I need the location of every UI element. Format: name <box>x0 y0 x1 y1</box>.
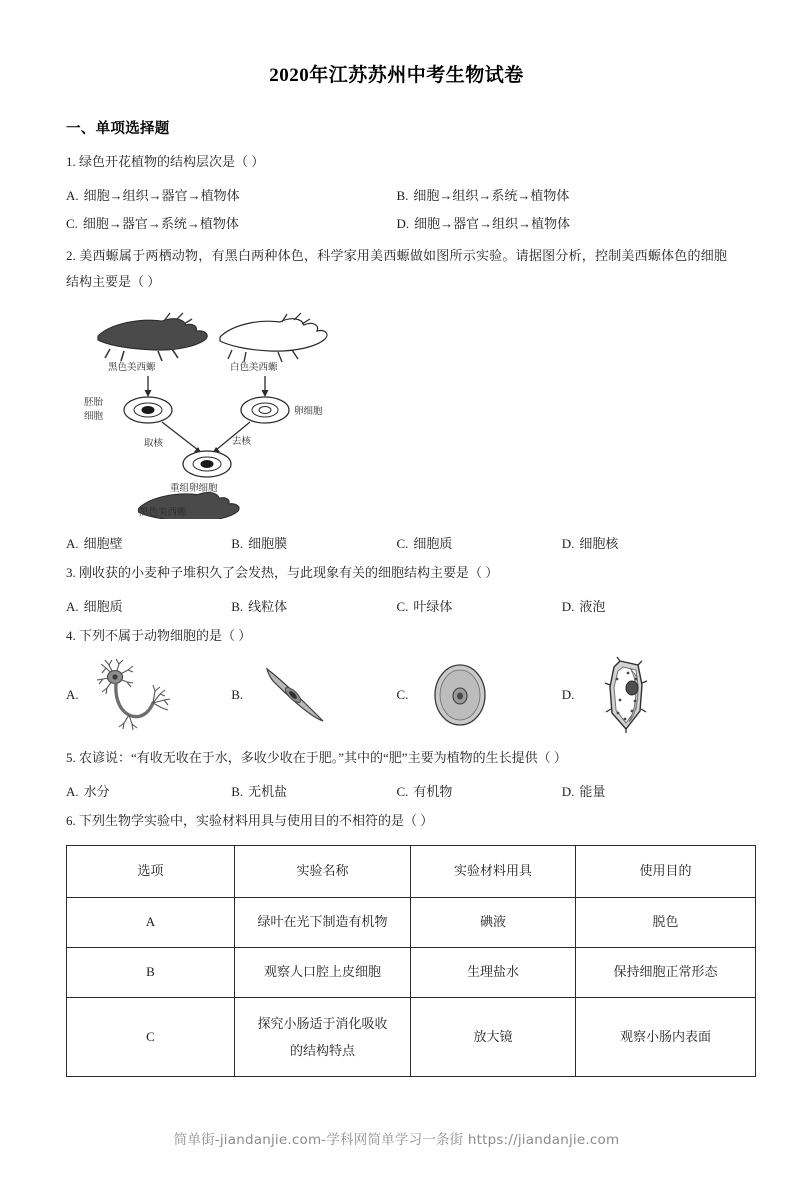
option-text: 细胞→器官→组织→植物体 <box>414 215 571 231</box>
option-label: D. <box>396 215 410 231</box>
black-axolotl-top-illustration <box>98 313 207 361</box>
option-label: B. <box>396 187 409 203</box>
question-3-options-row <box>66 596 727 615</box>
question-4-option-b[interactable] <box>231 655 396 735</box>
table-header-option: 选项 <box>67 846 235 898</box>
option-label: A. <box>66 598 79 614</box>
question-3-option-c[interactable] <box>397 596 562 615</box>
option-text: 细胞质 <box>413 535 453 551</box>
question-5-option-a[interactable] <box>66 781 231 800</box>
exam-page <box>0 60 793 1182</box>
option-label: D. <box>561 598 575 614</box>
option-label: A. <box>66 783 79 799</box>
table-cell-name-c-line1: 探究小肠适于消化吸收 <box>257 1015 388 1031</box>
question-5-option-c[interactable] <box>397 781 562 800</box>
black-axolotl-top-label: 黑色美西螈 <box>108 361 156 373</box>
option-label: C. <box>396 783 409 799</box>
question-1-option-a[interactable] <box>66 185 397 204</box>
option-label: D. <box>561 535 575 551</box>
question-5-option-d[interactable] <box>562 781 727 800</box>
question-3-stem: 3. 刚收获的小麦种子堆积久了会发热，与此现象有关的细胞结构主要是（ ） <box>66 564 499 580</box>
option-text: 线粒体 <box>248 598 288 614</box>
table-row <box>67 947 756 997</box>
round-egg-cell-image <box>414 655 506 735</box>
table-cell-name-c-line2: 的结构特点 <box>289 1042 355 1058</box>
table-header-material: 实验材料用具 <box>411 846 576 898</box>
option-text: 水分 <box>83 783 110 799</box>
option-text: 细胞质 <box>83 598 123 614</box>
question-2-option-a[interactable] <box>66 533 231 552</box>
recombinant-egg-label: 重组卵细胞 <box>170 482 218 494</box>
option-label: A. <box>66 535 79 551</box>
section-heading-multiple-choice: 一、单项选择题 <box>66 121 170 137</box>
option-label: B. <box>231 535 244 551</box>
page-title: 2020年江苏苏州中考生物试卷 <box>269 65 524 86</box>
option-text: 细胞壁 <box>83 535 123 551</box>
option-text: 能量 <box>579 783 606 799</box>
question-5-option-b[interactable] <box>231 781 396 800</box>
remove-nucleus-label: 去核 <box>232 435 252 447</box>
egg-cell-illustration <box>241 397 289 423</box>
question-1-option-b[interactable] <box>397 185 728 204</box>
table-header-row <box>67 846 756 898</box>
option-label: C. <box>66 215 78 231</box>
question-2-stem: 2. 美西螈属于两栖动物，有黑白两种体色，科学家用美西螈做如图所示实验。请据图分析，控制美西螈体色的细胞结构主要是（ ） <box>66 247 727 290</box>
option-text: 无机盐 <box>248 783 288 799</box>
option-label: C. <box>396 535 409 551</box>
table-row <box>67 898 756 948</box>
question-4-option-c[interactable] <box>397 655 562 735</box>
question-2-options-row <box>66 533 727 552</box>
neuron-cell-image <box>85 655 177 735</box>
question-5-stem: 5. 农谚说：“有收无收在于水，多收少收在于肥。”其中的“肥”主要为植物的生长提供（ ） <box>66 750 567 766</box>
question-4-image-options-row <box>66 653 727 737</box>
question-1-options-row-2 <box>66 213 727 232</box>
option-text: 细胞核 <box>579 535 619 551</box>
table-cell-material-c: 放大镜 <box>411 997 576 1077</box>
black-axolotl-bottom-label: 黑色美西螈 <box>139 506 187 518</box>
table-header-experiment-name: 实验名称 <box>235 846 411 898</box>
table-cell-name-a: 绿叶在光下制造有机物 <box>235 898 411 948</box>
table-cell-name-b: 观察人口腔上皮细胞 <box>235 947 411 997</box>
option-label: A. <box>66 687 79 703</box>
option-text: 细胞→组织→系统→植物体 <box>413 187 570 203</box>
question-2-option-d[interactable] <box>562 533 727 552</box>
table-cell-option-c: C <box>67 997 235 1077</box>
recombinant-egg-cell-illustration <box>183 451 231 477</box>
option-text: 液泡 <box>579 598 606 614</box>
table-row <box>67 997 756 1077</box>
question-1-stem: 1. 绿色开花植物的结构层次是（ ） <box>66 154 265 169</box>
white-axolotl-top-illustration <box>220 313 327 362</box>
embryo-cell-illustration <box>124 397 172 423</box>
spindle-muscle-cell-image <box>249 655 341 735</box>
table-cell-name-c <box>235 997 411 1077</box>
table-cell-purpose-a: 脱色 <box>576 898 756 948</box>
option-label: D. <box>561 687 575 703</box>
question-1-option-c[interactable] <box>66 213 397 232</box>
embryo-cell-label-line1: 胚胎 <box>84 396 104 408</box>
option-label: C. <box>396 687 409 703</box>
question-1-options-row-1 <box>66 185 727 204</box>
option-label: B. <box>231 687 244 703</box>
question-4-option-d[interactable] <box>562 655 727 735</box>
footer-watermark: 简单街-jiandanjie.com-学科网简单学习一条街 https://jiandanjie.com <box>173 1132 620 1148</box>
option-label: B. <box>231 783 244 799</box>
option-text: 细胞→组织→器官→植物体 <box>83 187 240 203</box>
table-cell-purpose-c: 观察小肠内表面 <box>576 997 756 1077</box>
axolotl-nuclear-transfer-diagram <box>80 304 360 519</box>
option-label: B. <box>231 598 244 614</box>
question-3-option-d[interactable] <box>562 596 727 615</box>
option-text: 细胞膜 <box>248 535 288 551</box>
white-axolotl-top-label: 白色美西螈 <box>230 361 278 373</box>
egg-cell-label: 卵细胞 <box>294 405 323 417</box>
table-cell-purpose-b: 保持细胞正常形态 <box>576 947 756 997</box>
question-6-stem: 6. 下列生物学实验中，实验材料用具与使用目的不相符的是（ ） <box>66 812 434 828</box>
table-header-purpose: 使用目的 <box>576 846 756 898</box>
question-4-option-a[interactable] <box>66 655 231 735</box>
embryo-cell-label-line2: 细胞 <box>84 410 104 422</box>
question-5-options-row <box>66 781 727 800</box>
option-label: D. <box>561 783 575 799</box>
option-text: 有机物 <box>413 783 453 799</box>
question-4-stem: 4. 下列不属于动物细胞的是（ ） <box>66 627 252 643</box>
take-nucleus-label: 取核 <box>144 437 164 449</box>
question-2-option-b[interactable] <box>231 533 396 552</box>
option-text: 叶绿体 <box>413 598 453 614</box>
table-cell-option-a: A <box>67 898 235 948</box>
table-cell-material-a: 碘液 <box>411 898 576 948</box>
table-cell-material-b: 生理盐水 <box>411 947 576 997</box>
option-text: 细胞→器官→系统→植物体 <box>82 215 239 231</box>
table-cell-option-b: B <box>67 947 235 997</box>
experiment-comparison-table <box>66 845 756 1077</box>
question-2-option-c[interactable] <box>397 533 562 552</box>
question-3-option-b[interactable] <box>231 596 396 615</box>
question-3-option-a[interactable] <box>66 596 231 615</box>
plant-cell-image <box>580 655 672 735</box>
question-1-option-d[interactable] <box>397 213 728 232</box>
option-label: C. <box>396 598 409 614</box>
option-label: A. <box>66 187 79 203</box>
